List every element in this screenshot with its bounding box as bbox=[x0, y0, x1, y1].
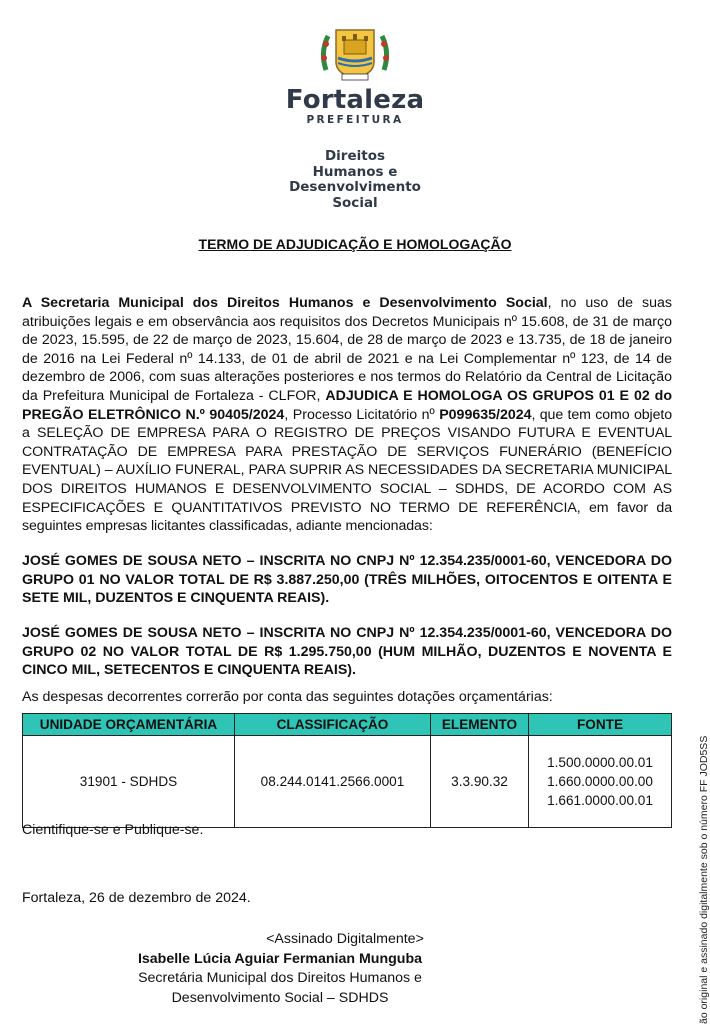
document-header bbox=[0, 22, 710, 211]
document-title: TERMO DE ADJUDICAÇÃO E HOMOLOGAÇÃO bbox=[198, 236, 512, 252]
paragraph-adjudication bbox=[22, 294, 672, 536]
winner-group-01: JOSÉ GOMES DE SOUSA NETO – INSCRITA NO CNPJ Nº 12.354.235/0001-60, VENCEDORA DO GRUPO 01 NO VALOR TOTAL DE R$ 3.887.250,00 (TRÊS MILHÕES, OITOCENTOS E OITENTA E SETE MIL, DUZENTOS E CINQUENTA REAIS). bbox=[22, 553, 672, 607]
process-number: P099635/2024 bbox=[439, 406, 532, 423]
signer-name: Isabelle Lúcia Aguiar Fermanian Munguba bbox=[137, 950, 423, 967]
table-row bbox=[23, 736, 672, 828]
signature-block bbox=[0, 930, 560, 1008]
department-line: Direitos bbox=[324, 148, 386, 164]
cell-fonte bbox=[529, 736, 672, 828]
column-header-fonte: FONTE bbox=[529, 714, 672, 736]
logo-wordmark: Fortaleza bbox=[285, 85, 425, 115]
column-header-elemento: ELEMENTO bbox=[431, 714, 529, 736]
publication-note: Cientifique-se e Publique-se. bbox=[22, 822, 204, 838]
side-margin-note bbox=[698, 0, 710, 1024]
department-line: Desenvolvimento bbox=[289, 179, 421, 195]
fonte-value: 1.500.0000.00.01 bbox=[547, 755, 653, 770]
fonte-value: 1.661.0000.00.01 bbox=[547, 793, 653, 808]
cell-elemento: 3.3.90.32 bbox=[431, 736, 529, 828]
fortaleza-crest-logo bbox=[318, 22, 392, 84]
table-header-row bbox=[23, 714, 672, 736]
signer-role: Desenvolvimento Social – SDHDS bbox=[171, 989, 389, 1006]
logo-subtitle: PREFEITURA bbox=[306, 114, 404, 126]
cell-unidade: 31901 - SDHDS bbox=[23, 736, 235, 828]
fonte-value: 1.660.0000.00.00 bbox=[547, 774, 653, 789]
budget-intro: As despesas decorrentes correrão por conta das seguintes dotações orçamentárias: bbox=[22, 689, 553, 705]
digital-signature-margin-text: ão original e assinado digitalmente sob o número FF JOD5SS bbox=[698, 735, 710, 1024]
column-header-classificacao: CLASSIFICAÇÃO bbox=[235, 714, 431, 736]
paragraph-text: , Processo Licitatório nº bbox=[284, 406, 440, 423]
digital-signature-note: <Assinado Digitalmente> bbox=[266, 931, 424, 947]
paragraph-text: , no uso de suas atribuições legais e em observância aos requisitos dos Decretos Municipais nº 15.608, de 31 de março de 2023, 15.595, de 22 de março de 2023, 15.604, de 28 de março de 2023 e 13.735, de 18 de janeiro de 2016 na Lei Federal nº 14.133, de 01 de abril de 2021 e na Lei Complementar nº 123, de 14 de dezembro de 2006, com suas alterações posteriores e nos termos do Relatório da Central de Licitação da Prefeitura Municipal de Fortaleza - CLFOR, bbox=[22, 295, 672, 404]
department-line: Humanos e bbox=[312, 163, 398, 180]
adjudication-statement: ADJUDICA E HOMOLOGA OS GRUPOS 01 E 02 do PREGÃO ELETRÔNICO N.º 90405/2024 bbox=[22, 387, 672, 423]
signer-role: Secretária Municipal dos Direitos Humanos e bbox=[138, 970, 422, 986]
paragraph-text: , que tem como objeto a SELEÇÃO DE EMPRESA PARA O REGISTRO DE PREÇOS VISANDO FUTURA E EVENTUAL CONTRATAÇÃO DE EMPRESA PARA PRESTAÇÃO DE SERVIÇOS FUNERÁRIO (BENEFÍCIO EVENTUAL) – AUXÍLIO FUNERAL, PARA SUPRIR AS NECESSIDADES DA SECRETARIA MUNICIPAL DOS DIREITOS HUMANOS E DESENVOLVIMENTO SOCIAL – SDHDS, DE ACORDO COM AS ESPECIFICAÇÕES E QUANTITATIVOS PREVISTO NO TERMO DE REFERÊNCIA, em favor da seguintes empresas licitantes classificadas, adiante mencionadas: bbox=[22, 406, 673, 535]
date-line: Fortaleza, 26 de dezembro de 2024. bbox=[22, 890, 251, 906]
secretariat-name: A Secretaria Municipal dos Direitos Humanos e Desenvolvimento Social bbox=[22, 295, 548, 311]
budget-table bbox=[22, 713, 672, 828]
winner-group-02: JOSÉ GOMES DE SOUSA NETO – INSCRITA NO CNPJ Nº 12.354.235/0001-60, VENCEDORA DO GRUPO 02 NO VALOR TOTAL DE R$ 1.295.750,00 (HUM MILHÃO, DUZENTOS E NOVENTA E CINCO MIL, SETECENTOS E CINQUENTA REAIS). bbox=[22, 625, 672, 679]
cell-classificacao: 08.244.0141.2566.0001 bbox=[235, 736, 431, 828]
department-line: Social bbox=[332, 194, 378, 211]
department-name bbox=[0, 149, 710, 211]
column-header-unidade: UNIDADE ORÇAMENTÁRIA bbox=[23, 714, 235, 736]
